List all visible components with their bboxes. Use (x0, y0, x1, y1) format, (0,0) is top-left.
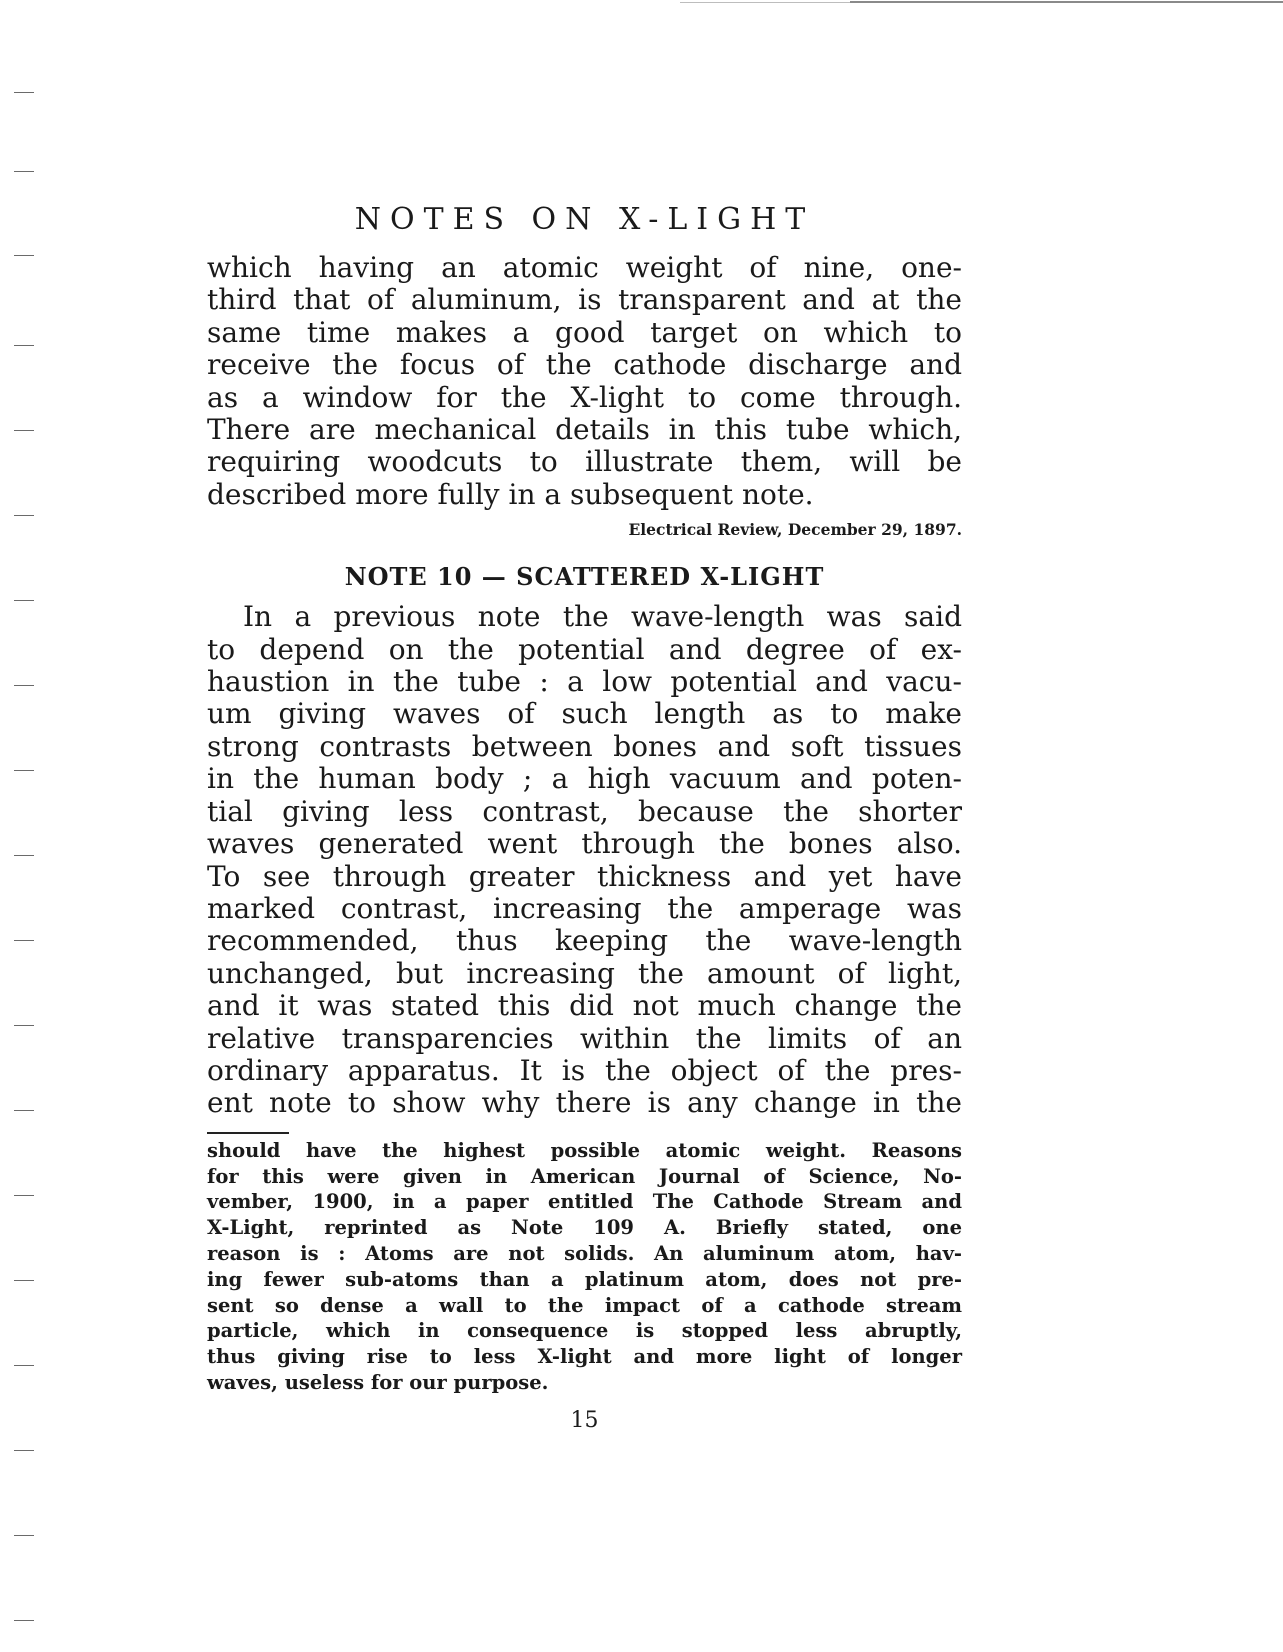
margin-tick (14, 1535, 34, 1536)
margin-tick (14, 345, 34, 346)
paragraph-continued (207, 252, 962, 511)
text-line: waves generated went through the bones also. (207, 827, 962, 861)
footnote-line: sent so dense a wall to the impact of a cathode stream (207, 1293, 962, 1317)
text-line: haustion in the tube : a low potential and vacu- (207, 665, 962, 699)
text-line: marked contrast, increasing the amperage was (207, 891, 962, 925)
paragraph-note-10 (207, 601, 962, 1120)
text-line: as a window for the X-light to come through. (207, 380, 962, 414)
footnote-line: X-Light, reprinted as Note 109 A. Briefly stated, one (207, 1216, 962, 1240)
text-line: to depend on the potential and degree of ex- (207, 632, 962, 666)
margin-tick (14, 940, 34, 941)
text-line: recommended, thus keeping the wave-length (207, 924, 962, 958)
text-line: third that of aluminum, is transparent and at the (207, 283, 962, 317)
margin-tick (14, 1025, 34, 1026)
margin-tick (14, 1620, 34, 1621)
text-line: tial giving less contrast, because the shorter (207, 794, 962, 828)
footnote-line: should have the highest possible atomic weight. Reasons (207, 1138, 962, 1162)
text-line: ordinary apparatus. It is the object of the pres- (207, 1053, 962, 1087)
text-line: um giving waves of such length as to make (207, 697, 962, 731)
text-line: same time makes a good target on which to (207, 315, 962, 349)
footnote-line: ing fewer sub-atoms than a platinum atom, does not pre- (207, 1267, 962, 1291)
margin-tick-marks (14, 0, 38, 1652)
text-line: To see through greater thickness and yet have (207, 859, 962, 893)
text-line: in the human body ; a high vacuum and poten- (207, 762, 962, 796)
footnote-line: waves, useless for our purpose. (207, 1370, 549, 1394)
text-line: receive the focus of the cathode discharge and (207, 348, 962, 382)
footnote-line: for this were given in American Journal of Science, No- (207, 1164, 962, 1188)
margin-tick (14, 1365, 34, 1366)
margin-tick (14, 770, 34, 771)
citation: Electrical Review, December 29, 1897. (628, 520, 962, 540)
margin-tick (14, 1280, 34, 1281)
margin-tick (14, 171, 34, 172)
footnote-line: particle, which in consequence is stopped less abruptly, (207, 1319, 962, 1343)
note-heading: NOTE 10 — SCATTERED X-LIGHT (344, 562, 825, 592)
scan-edge-line-dark (850, 1, 1283, 3)
text-line: In a previous note the wave-length was said (243, 600, 962, 634)
margin-tick (14, 1110, 34, 1111)
footnote-line: thus giving rise to less X-light and more light of longer (207, 1345, 962, 1369)
footnote-rule (207, 1132, 289, 1134)
text-line: and it was stated this did not much change the (207, 989, 962, 1023)
running-head: NOTES ON X-LIGHT (354, 202, 815, 237)
margin-tick (14, 855, 34, 856)
page-number: 15 (570, 1407, 599, 1433)
margin-tick (14, 600, 34, 601)
text-line: described more fully in a subsequent note. (207, 477, 814, 511)
text-line: which having an atomic weight of nine, one- (207, 251, 962, 284)
text-line: requiring woodcuts to illustrate them, will be (207, 445, 962, 479)
margin-tick (14, 685, 34, 686)
margin-tick (14, 255, 34, 256)
margin-tick (14, 92, 34, 93)
text-line: ent note to show why there is any change in the (207, 1086, 962, 1120)
footnote (207, 1138, 962, 1396)
footnote-line: vember, 1900, in a paper entitled The Cathode Stream and (207, 1190, 962, 1214)
text-line: strong contrasts between bones and soft tissues (207, 729, 962, 763)
footnote-line: reason is : Atoms are not solids. An aluminum atom, hav- (207, 1241, 962, 1265)
margin-tick (14, 1450, 34, 1451)
book-page (207, 200, 962, 1436)
text-line: relative transparencies within the limits of an (207, 1021, 962, 1055)
margin-tick (14, 1195, 34, 1196)
text-line: unchanged, but increasing the amount of light, (207, 956, 962, 990)
text-line: There are mechanical details in this tube which, (207, 413, 962, 447)
margin-tick (14, 515, 34, 516)
margin-tick (14, 430, 34, 431)
